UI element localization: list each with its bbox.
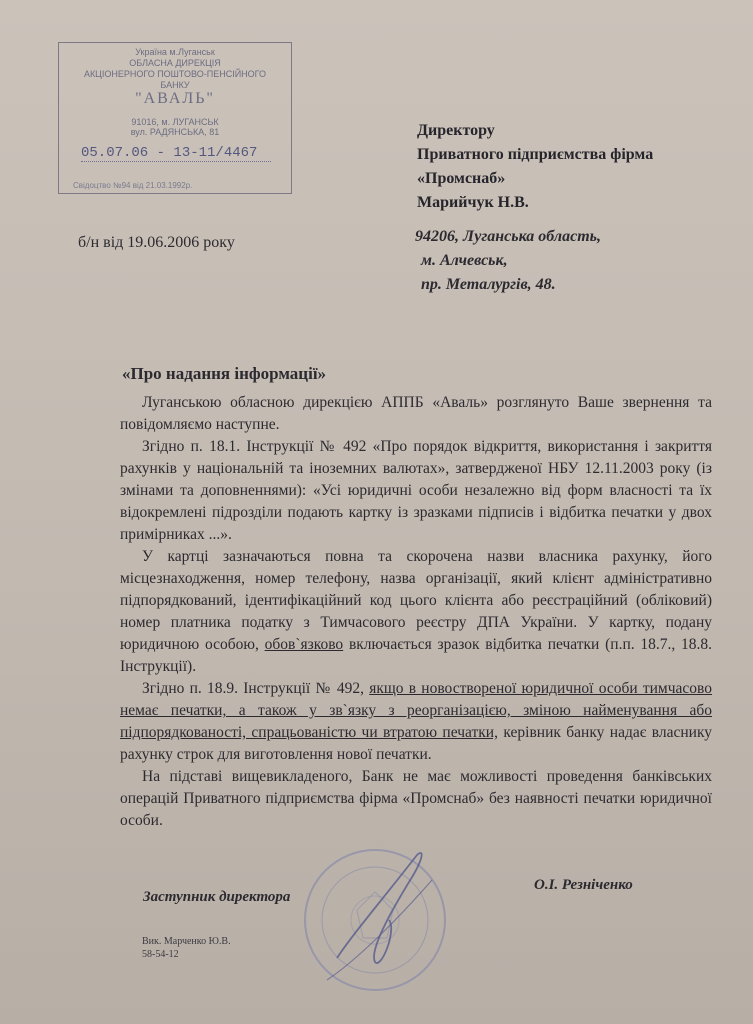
addressee-position: Директору bbox=[417, 122, 495, 139]
addressee-company: Приватного підприємства фірма bbox=[417, 146, 654, 163]
signatory-title: Заступник директора bbox=[143, 889, 291, 905]
body-text: Згідно п. 18.9. Інструкції № 492, bbox=[142, 680, 364, 697]
address-line: 94206, Луганська область, bbox=[415, 228, 601, 245]
body-text: У картці зазначаються повна та скорочена назви власника рахунку, його місцезнаходження, номер телефону, назва організації, який клієнт адміністративно підпорядкований, ідентифікаційний код цього клієнта або реєстраційний (обліковий) номер платника податку з Тимчасового реєстру ДПА України. У картку, подану юридичною особою, bbox=[120, 548, 712, 653]
executor-name: Вик. Марченко Ю.В. bbox=[142, 936, 231, 947]
body-paragraph: На підставі вищевикладеного, Банк не має можливості проведення банківських операцій Приватного підприємства фірма «Промснаб» без наявності печатки юридичної особи. bbox=[120, 768, 712, 829]
reference-line: б/н від 19.06.2006 року bbox=[78, 234, 235, 251]
addressee-block bbox=[417, 119, 653, 215]
registration-stamp bbox=[58, 42, 292, 194]
underlined-text: обов`язково bbox=[264, 636, 344, 653]
stamp-line: ОБЛАСНА ДИРЕКЦІЯ bbox=[129, 58, 221, 68]
address-block bbox=[415, 225, 601, 297]
body-paragraph: Згідно п. 18.1. Інструкції № 492 «Про порядок відкриття, використання і закриття рахунків у національній та іноземних валютах», затвердженої НБУ 12.11.2003 року (із змінами та доповненнями): «Усі юридичні особи незалежно від форм власності та їх відокремлені підрозділи подають картку із зразками підписів і відбитка печатки у двох примірниках ...». bbox=[120, 438, 712, 543]
executor-block bbox=[142, 935, 231, 961]
signatory-name: О.І. Резніченко bbox=[534, 877, 633, 893]
body-paragraph bbox=[120, 678, 712, 766]
underlined-text: якщо в новоствореної юридичної особи тимчасово немає печатки, а також у зв`язку з реорганізацією, зміною найменування або підпорядкованості, спрацьованістю чи втратою печатки, bbox=[120, 680, 713, 741]
letter-subject: «Про надання інформації» bbox=[122, 364, 327, 383]
body-text: включається зразок відбитка печатки (п.п. 18.7., 18.8. Інструкції). bbox=[120, 636, 713, 675]
bank-seal-with-signature bbox=[297, 840, 467, 1000]
stamp-line: 91016, м. ЛУГАНСЬК bbox=[131, 117, 219, 127]
stamp-footer: Свідоцтво №94 від 21.03.1992р. bbox=[73, 181, 193, 190]
letter-body bbox=[120, 392, 712, 832]
address-line: пр. Металургів, 48. bbox=[421, 276, 556, 293]
addressee-company-name: «Промснаб» bbox=[417, 170, 506, 187]
body-paragraph: Луганською обласною дирекцією АППБ «Аваль» розглянуто Ваше звернення та повідомляємо наступне. bbox=[120, 394, 712, 433]
stamp-line: БАНКУ bbox=[160, 80, 190, 90]
registration-number: 05.07.06 - 13-11/4467 bbox=[81, 145, 271, 162]
body-paragraph bbox=[120, 546, 712, 678]
stamp-bank-name: "АВАЛЬ" bbox=[135, 90, 215, 107]
stamp-line: Україна м.Луганськ bbox=[135, 47, 215, 57]
stamp-line: АКЦІОНЕРНОГО ПОШТОВО-ПЕНСІЙНОГО bbox=[83, 69, 267, 79]
addressee-person: Марийчук Н.В. bbox=[417, 194, 529, 211]
stamp-line: вул. РАДЯНСЬКА, 81 bbox=[130, 127, 220, 137]
executor-phone: 58-54-12 bbox=[142, 949, 179, 960]
address-line: м. Алчевськ, bbox=[421, 252, 508, 269]
body-text: керівник банку надає власнику рахунку строк для виготовлення нової печатки. bbox=[120, 724, 713, 763]
